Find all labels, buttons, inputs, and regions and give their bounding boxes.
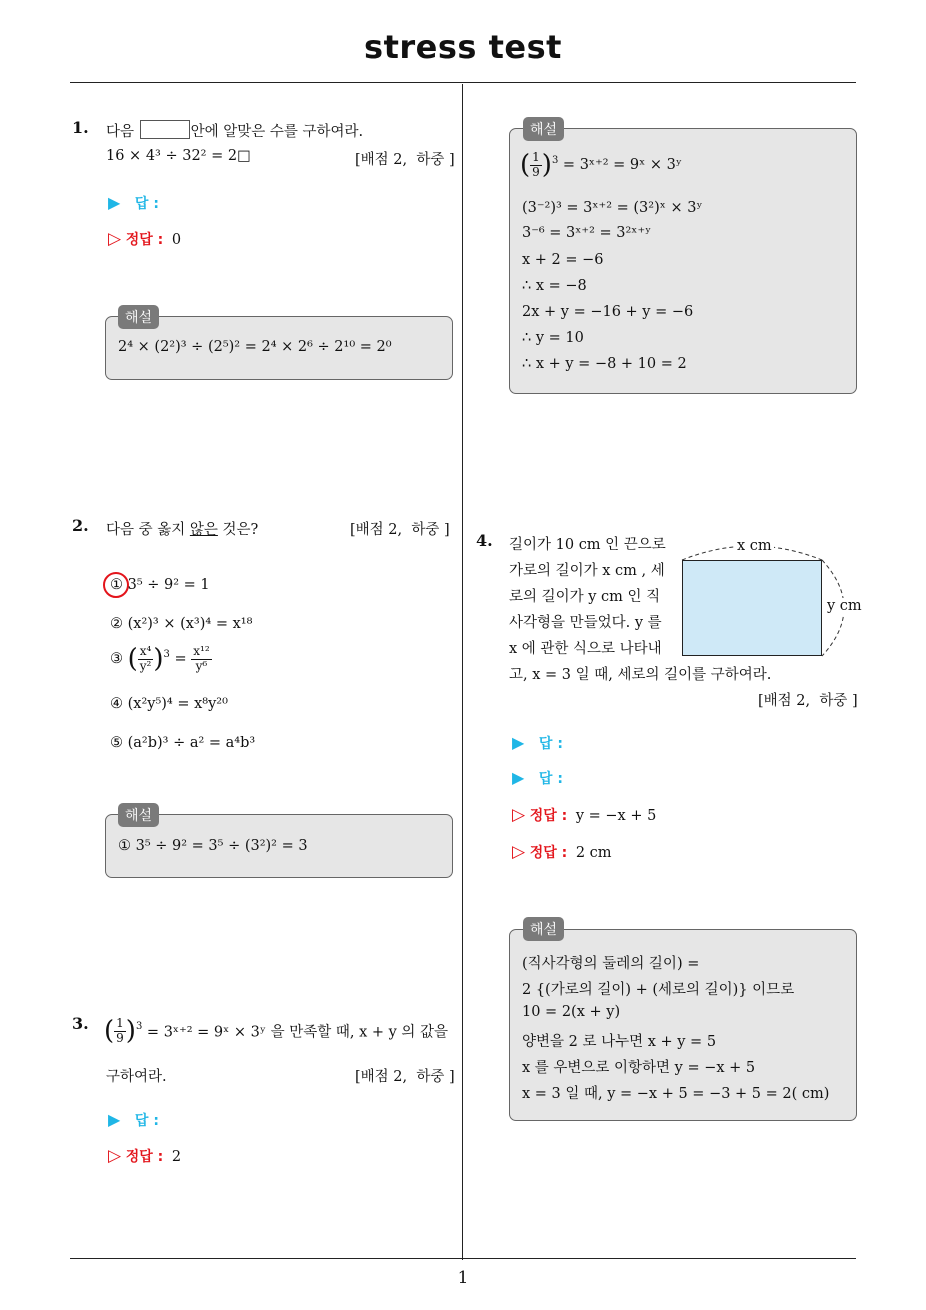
q4-text-line-6: 고, x = 3 일 때, 세로의 길이를 구하여라.: [509, 667, 772, 683]
q4-answer-label-1: 답 :: [538, 736, 563, 752]
footer-divider: [70, 1258, 856, 1259]
q2-solution-tag: 해설: [118, 803, 159, 827]
q4-correct-value-2: 2 cm: [575, 845, 612, 861]
q3-meta: [배점 2, 하중 ]: [355, 1069, 455, 1085]
q3-prompt-line2: 구하여라.: [106, 1069, 167, 1085]
q3-fraction: $\frac{1}{9}$: [116, 1016, 124, 1045]
q4-correct-row-1: [512, 805, 656, 825]
q4-solution-line-5: x 를 우변으로 이항하면 y = −x + 5: [522, 1060, 756, 1076]
play-icon: ▶: [108, 193, 121, 212]
q2-choice3-result: $\frac{\text{x¹²}}{\text{y⁶}}$: [193, 644, 210, 673]
q2-choice-3[interactable]: ③ ( $\frac{\text{x⁴}}{\text{y²}}$ )$^3$ = $\frac{\text{x¹²}}{\text{y⁶}}$: [110, 644, 210, 674]
q1-prompt: [106, 120, 363, 141]
q1-solution-tag: 해설: [118, 305, 159, 329]
rectangle-figure: [682, 560, 822, 656]
q2-prompt: [106, 518, 258, 539]
q2-text-a: 다음 중 옳지: [106, 522, 190, 538]
q4-text-line-5: x 에 관한 식으로 나타내: [509, 641, 662, 657]
q2-choice-5[interactable]: ⑤ (a²b)³ ÷ a² = a⁴b³: [110, 735, 256, 751]
q1-expression: 16 × 4³ ÷ 32² = 2□: [106, 148, 251, 164]
q4-answer-row-1: [512, 733, 563, 753]
q1-solution-text: 2⁴ × (2²)³ ÷ (2⁵)² = 2⁴ × 2⁶ ÷ 2¹⁰ = 2⁰: [118, 339, 392, 355]
triangle-outline-icon: ▷: [512, 805, 526, 825]
triangle-outline-icon: ▷: [108, 229, 122, 249]
q3-solution-line-3: 3⁻⁶ = 3ˣ⁺² = 3²ˣ⁺ʸ: [522, 225, 652, 241]
q4-correct-value-1: y = −x + 5: [575, 808, 657, 824]
page-title: stress test: [364, 28, 562, 66]
page-number: 1: [457, 1268, 469, 1288]
q2-text-underlined: 않은: [189, 522, 218, 538]
header-divider: [70, 82, 856, 83]
q2-choice3-fraction: $\frac{\text{x⁴}}{\text{y²}}$: [139, 644, 152, 673]
q1-meta: [배점 2, 하중 ]: [355, 152, 455, 168]
q4-answer-label-2: 답 :: [538, 771, 563, 787]
q2-choice-1[interactable]: ① 3⁵ ÷ 9² = 1: [110, 577, 210, 593]
q4-text-line-3: 로의 길이가 y cm 인 직: [509, 589, 661, 605]
play-icon: ▶: [512, 733, 525, 752]
triangle-outline-icon: ▷: [108, 1146, 122, 1166]
column-divider: [462, 84, 463, 1260]
q4-solution-line-2: 2 {(가로의 길이) + (세로의 길이)} 이므로: [522, 982, 795, 998]
q3-answer-label: 답 :: [134, 1113, 159, 1129]
q4-meta: [배점 2, 하중 ]: [758, 693, 858, 709]
q4-text-line-1: 길이가 10 cm 인 끈으로: [509, 537, 666, 553]
q3-solution-line-2: (3⁻²)³ = 3ˣ⁺² = (3²)ˣ × 3ʸ: [522, 200, 703, 216]
q3-solution-line-1: ( $\frac{1}{9}$ )$^3$ = 3ˣ⁺² = 9ˣ × 3ʸ: [520, 150, 683, 180]
q3-solution-tag: 해설: [523, 117, 564, 141]
q3-correct-row: [108, 1146, 181, 1166]
q1-blank-box: [140, 120, 190, 139]
q3-solution-line-4: x + 2 = −6: [522, 252, 604, 268]
q2-choice-4[interactable]: ④ (x²y⁵)⁴ = x⁸y²⁰: [110, 696, 228, 712]
q4-solution-line-1: (직사각형의 둘레의 길이) =: [522, 956, 700, 972]
q4-answer-row-2: [512, 768, 563, 788]
q4-correct-row-2: [512, 842, 612, 862]
q4-solution-line-6: x = 3 일 때, y = −x + 5 = −3 + 5 = 2( cm): [522, 1086, 830, 1102]
q4-solution-line-3: 10 = 2(x + y): [522, 1004, 621, 1020]
rectangle-width-label: x cm: [737, 538, 772, 554]
q1-correct-row: [108, 229, 181, 249]
q3-correct-label: 정답 :: [125, 1149, 164, 1165]
q3-number: 3.: [72, 1014, 89, 1033]
q3-answer-row: [108, 1110, 159, 1130]
q3-solution-line-6: 2x + y = −16 + y = −6: [522, 304, 694, 320]
q4-solution-line-4: 양변을 2 로 나누면 x + y = 5: [522, 1034, 717, 1050]
q3-solution-line-5: ∴ x = −8: [522, 278, 587, 294]
q1-correct-label: 정답 :: [125, 232, 164, 248]
q4-text-line-2: 가로의 길이가 x cm , 세: [509, 563, 665, 579]
q4-text-line-4: 사각형을 만들었다. y 를: [509, 615, 662, 631]
q3-solution-line-8: ∴ x + y = −8 + 10 = 2: [522, 356, 687, 372]
q1-answer-row: [108, 193, 159, 213]
q2-solution-text: ① 3⁵ ÷ 9² = 3⁵ ÷ (3²)² = 3: [118, 838, 308, 854]
q1-text-before: 다음: [106, 124, 135, 140]
triangle-outline-icon: ▷: [512, 842, 526, 862]
q1-text-after: 안에 알맞은 수를 구하여라.: [190, 124, 364, 140]
q4-correct-label-1: 정답 :: [529, 808, 568, 824]
rectangle-height-label: y cm: [827, 598, 862, 614]
q2-meta: [배점 2, 하중 ]: [350, 522, 450, 538]
q1-correct-value: 0: [171, 232, 182, 248]
q2-text-b: 것은?: [217, 522, 259, 538]
q4-correct-label-2: 정답 :: [529, 845, 568, 861]
q4-solution-tag: 해설: [523, 917, 564, 941]
q1-number: 1.: [72, 118, 89, 137]
q3-solution-line-7: ∴ y = 10: [522, 330, 584, 346]
q3-correct-value: 2: [171, 1149, 182, 1165]
q2-choice-2[interactable]: ② (x²)³ × (x³)⁴ = x¹⁸: [110, 616, 253, 632]
q3-prompt: ( $\frac{1}{9}$ )$^3$ = 3ˣ⁺² = 9ˣ × 3ʸ 을 만족할 때, x + y 의 값을: [104, 1016, 449, 1046]
play-icon: ▶: [108, 1110, 121, 1129]
q4-number: 4.: [476, 531, 493, 550]
play-icon: ▶: [512, 768, 525, 787]
q1-answer-label: 답 :: [134, 196, 159, 212]
q2-number: 2.: [72, 516, 89, 535]
